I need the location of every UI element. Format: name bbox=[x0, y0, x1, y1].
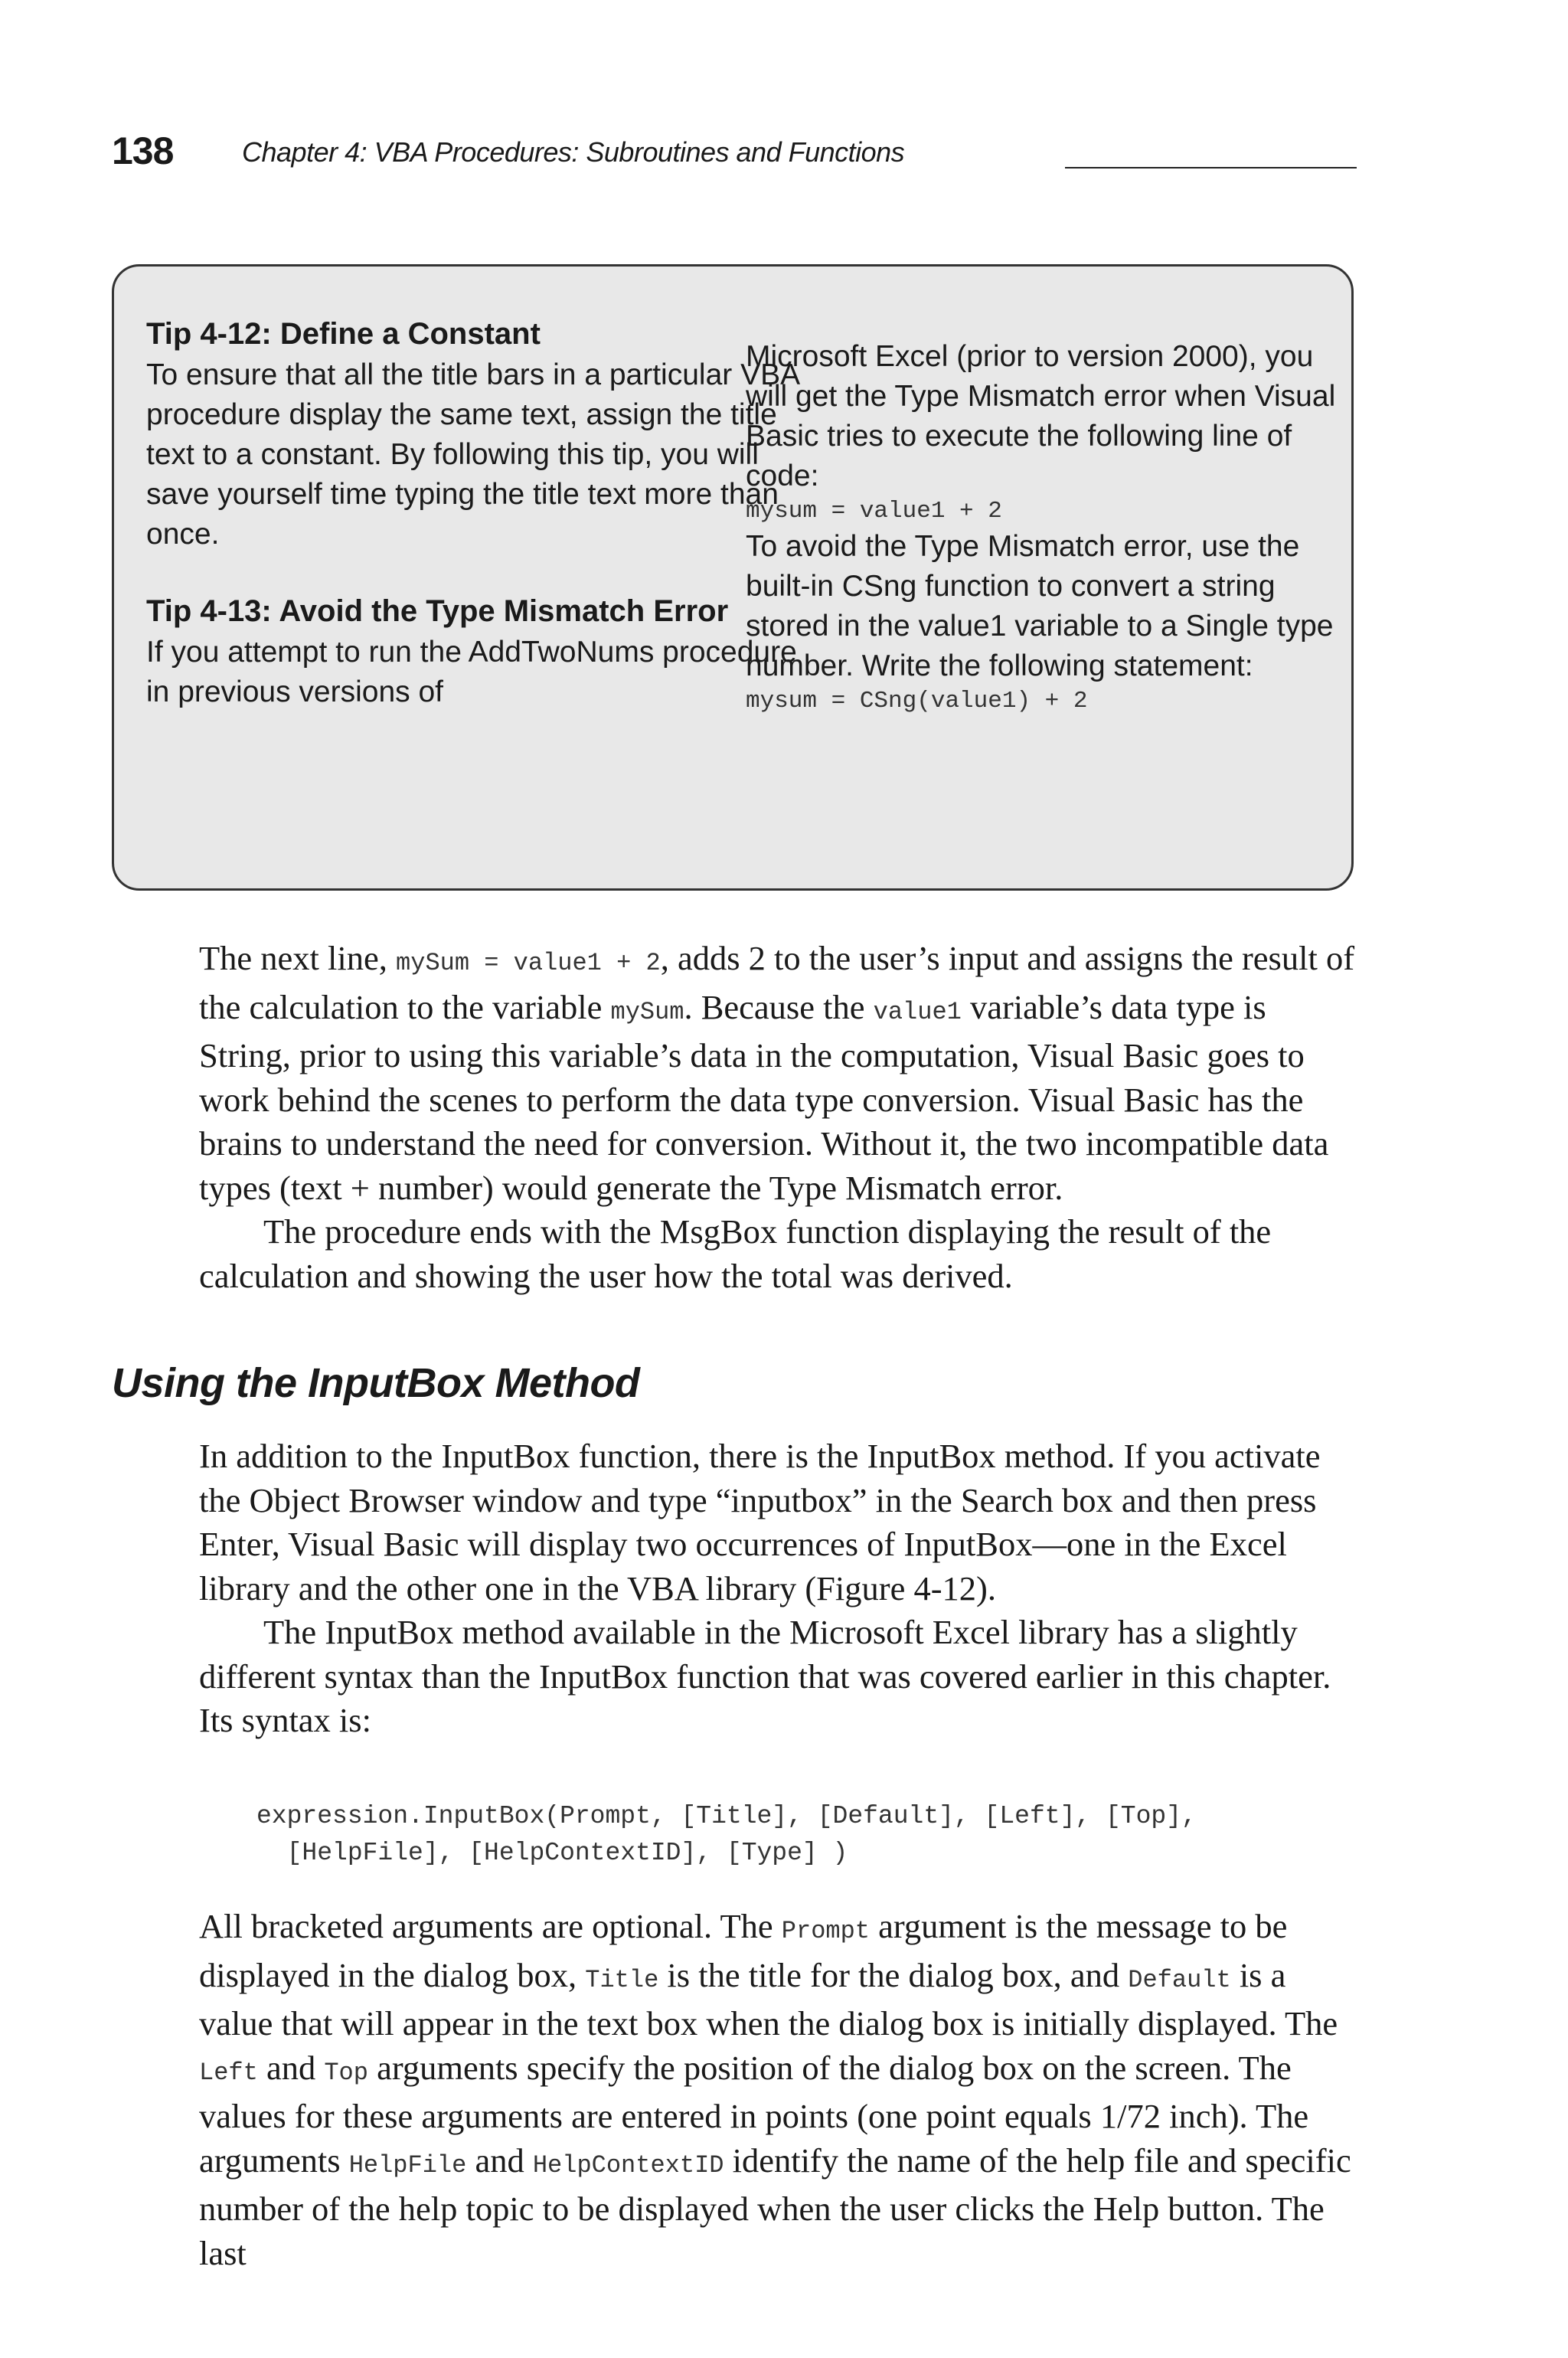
text-run: argument is the message to be displayed in the dialog box, bbox=[199, 1907, 1288, 1994]
page-header bbox=[112, 129, 1357, 178]
paragraph-next-line bbox=[199, 937, 1363, 1210]
inline-code: Title bbox=[585, 1965, 659, 1994]
syntax-line-1: expression.InputBox(Prompt, [Title], [Default], [Left], [Top], bbox=[256, 1802, 1197, 1830]
inline-code: mySum = value1 + 2 bbox=[396, 949, 661, 977]
body-block-2 bbox=[199, 1434, 1363, 1743]
inline-code: mySum bbox=[610, 997, 684, 1026]
text-run: All bracketed arguments are optional. The bbox=[199, 1907, 782, 1945]
tip-body-4-13-left: If you attempt to run the AddTwoNums procedure in previous versions of bbox=[146, 636, 797, 708]
body-block-1 bbox=[199, 937, 1363, 1298]
section-heading: Using the InputBox Method bbox=[112, 1360, 640, 1406]
text-run: and bbox=[257, 2048, 325, 2087]
inline-code: HelpContextID bbox=[532, 2150, 724, 2180]
chapter-title: Chapter 4: VBA Procedures: Subroutines and Functions bbox=[242, 136, 905, 168]
tip-column-left bbox=[146, 312, 812, 712]
tip-title-4-12: Tip 4-12: Define a Constant bbox=[146, 317, 541, 351]
body-block-3 bbox=[199, 1905, 1363, 2275]
paragraph-syntax-intro: The InputBox method available in the Microsoft Excel library has a slightly different syntax than the InputBox function that was covered earlier in this chapter. Its syntax is: bbox=[199, 1613, 1331, 1739]
syntax-code bbox=[256, 1798, 1197, 1872]
inline-code: Left bbox=[199, 2058, 258, 2087]
tip-column-right bbox=[746, 337, 1343, 717]
inline-code: value1 bbox=[873, 997, 962, 1026]
text-run: . Because the bbox=[684, 987, 874, 1026]
text-run: arguments specify the position of the dialog box on the screen. The values for these arguments are entered in points (one point equals 1/72 inch). The arguments bbox=[199, 2048, 1309, 2180]
tip-body-4-12: To ensure that all the title bars in a particular VBA procedure display the same text, assign the title text to a constant. By following this tip, you will save yourself time typing the title text more than once. bbox=[146, 358, 799, 551]
inline-code: Prompt bbox=[781, 1917, 870, 1945]
syntax-line-2: [HelpFile], [HelpContextID], [Type] ) bbox=[256, 1839, 848, 1867]
text-run: identify the name of the help file and specific number of the help topic to be displayed when the user clicks the Help button. The last bbox=[199, 2141, 1351, 2272]
paragraph-arguments bbox=[199, 1905, 1363, 2275]
text-run: and bbox=[466, 2141, 533, 2180]
inline-code: HelpFile bbox=[348, 2150, 467, 2180]
inline-code: Default bbox=[1128, 1965, 1231, 1994]
tip-code-1: mysum = value1 + 2 bbox=[746, 498, 1002, 525]
header-rule bbox=[1065, 167, 1357, 168]
tip-code-2: mysum = CSng(value1) + 2 bbox=[746, 688, 1088, 715]
paragraph-inputbox-method: In addition to the InputBox function, there is the InputBox method. If you activate the Object Browser window and type “inputbox” in the Search box and then press Enter, Visual Basic will display two occurrences of InputBox—one in the Excel library and the other one in the VBA library (Figure 4-12). bbox=[199, 1437, 1321, 1607]
text-run: , adds 2 to the user’s input and assigns the result of the calculation to the variable bbox=[199, 939, 1355, 1026]
tip-body-4-13-2: To avoid the Type Mismatch error, use the built-in CSng function to convert a string stored in the value1 variable to a Single type number. Write the following statement: bbox=[746, 530, 1334, 682]
text-run: variable’s data type is String, prior to using this variable’s data in the computation, Visual Basic goes to work behind the scenes to perform the data type conversion. Visual Basic has the brains to understand the need for conversion. Without it, the two incompatible data types (text + number) would generate the Type Mismatch error. bbox=[199, 987, 1329, 1207]
inline-code: Top bbox=[324, 2058, 368, 2087]
paragraph-procedure-ends: The procedure ends with the MsgBox function displaying the result of the calculation and showing the user how the total was derived. bbox=[199, 1212, 1272, 1295]
text-run: is the title for the dialog box, and bbox=[658, 1955, 1129, 1994]
tip-title-4-13: Tip 4-13: Avoid the Type Mismatch Error bbox=[146, 594, 729, 628]
text-run: The next line, bbox=[199, 939, 397, 977]
tip-body-4-13-right: Microsoft Excel (prior to version 2000), you will get the Type Mismatch error when Visual Basic tries to execute the following line of code: bbox=[746, 340, 1336, 492]
tip-box bbox=[112, 264, 1354, 891]
page-number: 138 bbox=[112, 129, 174, 172]
text-run: is a value that will appear in the text box when the dialog box is initially displayed. The bbox=[199, 1955, 1338, 2042]
